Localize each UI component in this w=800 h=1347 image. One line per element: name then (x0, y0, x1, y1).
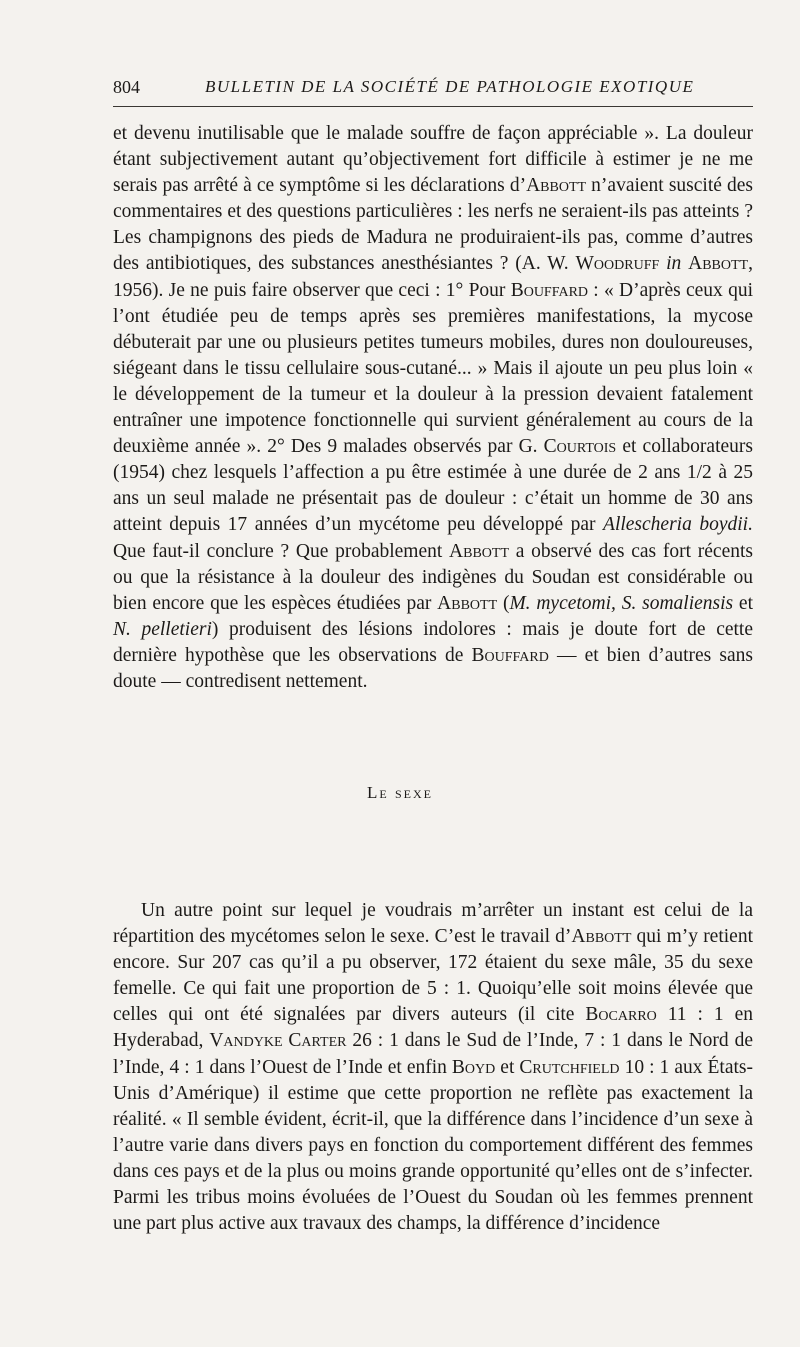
para1-name-smallcaps: Abbott (526, 175, 587, 197)
para1-text-run: : « D’après ceux qui l’ont étudiée peu de temps après ses premières manifestations, la mycose débuterait par une ou plusieurs petites tumeurs mobiles, dures non douloureuses, siégeant dans le tissu cellulaire sous-cutané... » Mais il ajoute un peu plus loin « le développement de la tumeur et la douleur à la pression devaient fatalement entraîner une impotence fonctionnelle qui survient généralement au cours de la deuxième année ». 2° Des 9 malades observés par G. (113, 279, 753, 458)
running-title: BULLETIN DE LA SOCIÉTÉ DE PATHOLOGIE EXOTIQUE (205, 77, 695, 96)
page-number: 804 (113, 77, 140, 97)
para1-text-run: et devenu inutilisable que le malade souffre de façon appréciable ». La douleur étant subjectivement autant qu’objectivement fort difficile à estimer je ne me serais pas arrêté à ce symptôme si les déclarations d’ (113, 123, 753, 197)
page-header (113, 70, 753, 107)
para1-text-run: Que faut-il conclure ? Que probablement (113, 540, 450, 562)
para1-italic-text: Allescheria boydii. (603, 514, 753, 536)
para1-name-smallcaps: Bouffard (471, 644, 549, 666)
para1-italic-text: M. mycetomi, S. somaliensis (509, 592, 734, 614)
para2-name-smallcaps: Boyd (451, 1056, 496, 1078)
para2-text-run: 10 : 1 aux États-Unis d’Amérique) il estime que cette proportion ne reflète pas exactement la réalité. « Il semble évident, écrit-il, que la différence dans l’incidence d’un sexe à l’autre varie dans divers pays en fonction du comportement différent des femmes dans ces pays et de la plus ou moins grande opportunité qu’elles ont de s’infecter. Parmi les tribus moins évoluées de l’Ouest du Soudan où les femmes prennent une part plus active aux travaux des champs, la différence d’incidence (113, 1056, 753, 1235)
para1-text-run: a observé des cas fort récents ou que la résistance à la douleur des indigènes du Soudan est considérable ou bien encore que les espèces étudiées par (113, 540, 753, 614)
para1-text-run: ) produisent des lésions indolores : mais je doute fort de cette dernière hypothèse que les observations de (113, 618, 753, 666)
para1-text-run: et collaborateurs (1954) chez lesquels l’affection a pu être estimée à une durée de 2 ans 1/2 à 25 ans un seul malade ne présentait pas de douleur : c’était un homme de 30 ans atteint depuis 17 années d’un mycétome peu développé par (113, 436, 753, 536)
paragraph-pain (113, 121, 753, 695)
para1-text-run: ( (497, 592, 510, 614)
para2-name-smallcaps: Bocarro (585, 1004, 657, 1026)
para2-text-run: 26 : 1 dans le Sud de l’Inde, 7 : 1 dans le Nord de l’Inde, 4 : 1 dans l’Ouest de l’Inde et enfin (113, 1030, 753, 1078)
para1-name-smallcaps: Abbott (688, 253, 749, 275)
para2-name-smallcaps: Abbott (571, 926, 632, 948)
para1-text-run: et (733, 592, 753, 614)
para1-italic-text: in (666, 253, 682, 275)
para2-text-run: 11 : 1 en Hyderabad, (113, 1004, 753, 1052)
section-heading: Le sexe (367, 783, 433, 802)
para1-name-smallcaps: Woodruff (575, 253, 660, 275)
para1-text-run: — et bien d’autres sans doute — contredisent nettement. (113, 644, 753, 692)
para1-text-run: n’avaient suscité des commentaires et des questions particulières : les nerfs ne seraient-ils pas atteints ? Les champignons des pieds de Madura ne produiraient-ils pas, comme d’autres des antibiotiques, des substances anesthésiantes ? (A. W. (113, 175, 753, 275)
para1-text-run: , 1956). Je ne puis faire observer que ceci : 1° Pour (113, 253, 753, 301)
para1-name-smallcaps: Bouffard (510, 279, 589, 301)
paragraph-sex (113, 898, 753, 1237)
para1-name-smallcaps: Abbott (449, 540, 510, 562)
para1-name-smallcaps: Courtois (543, 436, 617, 458)
para2-text-run: qui m’y retient encore. Sur 207 cas qu’il a pu observer, 172 étaient du sexe mâle, 35 du sexe femelle. Ce qui fait une proportion de 5 : 1. Quoiqu’elle soit moins élevée que celles qui ont été signalées par divers auteurs (il cite (113, 926, 753, 1026)
para1-name-smallcaps: Abbott (437, 592, 498, 614)
para2-text-run: Un autre point sur lequel je voudrais m’arrêter un instant est celui de la répartition des mycétomes selon le sexe. C’est le travail d’ (113, 900, 753, 948)
para2-name-smallcaps: Crutchfield (519, 1056, 620, 1078)
para1-italic-text: N. pelletieri (113, 618, 212, 640)
para2-text-run: et (495, 1056, 520, 1078)
para2-name-smallcaps: Vandyke Carter (209, 1030, 347, 1052)
